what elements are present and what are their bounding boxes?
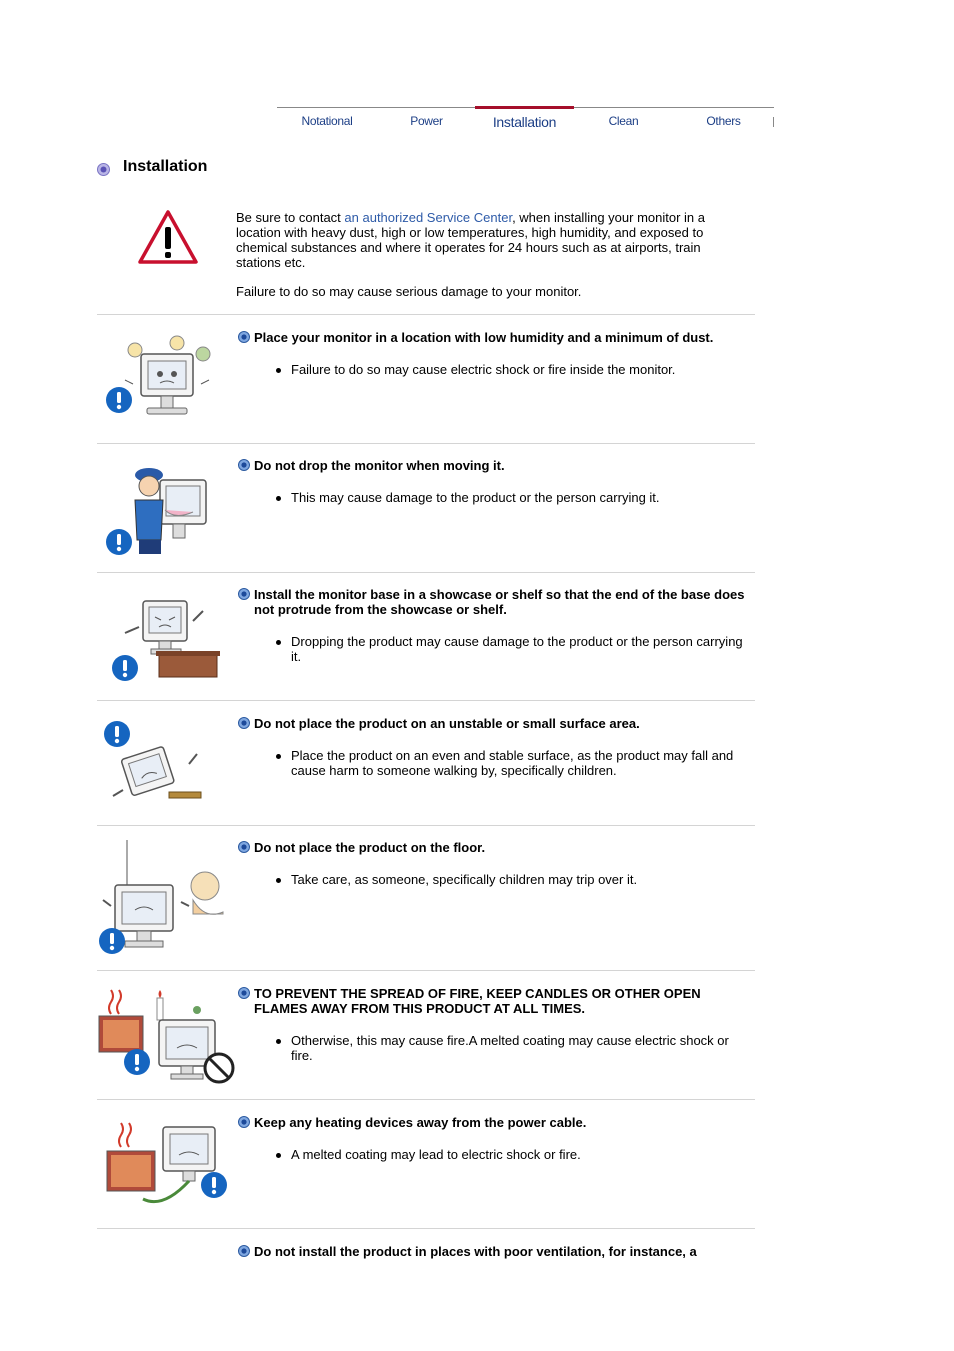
- section-heading-text: Do not install the product in places with poor ventilation, for instance, a: [254, 1244, 697, 1259]
- heading-bullet-icon: [238, 717, 250, 729]
- caution-icon: [99, 928, 125, 954]
- divider: [97, 572, 755, 573]
- section-heading: [238, 458, 755, 473]
- intro-note: Failure to do so may cause serious damage to your monitor.: [236, 284, 582, 299]
- section-unstable-surface: [97, 716, 755, 821]
- tab-installation[interactable]: Installation: [475, 106, 574, 135]
- section-humidity: [97, 330, 755, 440]
- list-item: Place the product on an even and stable surface, as the product may fall and cause harm to someone walking by, specifically children.: [274, 748, 754, 778]
- section-heading-text: Keep any heating devices away from the power cable.: [254, 1115, 587, 1130]
- list-item: This may cause damage to the product or the person carrying it.: [274, 490, 754, 505]
- divider: [97, 1099, 755, 1100]
- section-heading: [238, 1244, 755, 1259]
- tilting-monitor-illustration: [105, 744, 205, 806]
- section-heading: [238, 716, 755, 731]
- page-title: Installation: [123, 158, 208, 175]
- section-heading-text: Do not place the product on the floor.: [254, 840, 486, 855]
- divider: [97, 314, 755, 315]
- warning-triangle-icon: [137, 209, 199, 265]
- section-heading: [238, 1115, 755, 1130]
- caution-icon: [106, 387, 132, 413]
- section-bullets: [274, 872, 754, 887]
- list-item: Dropping the product may cause damage to the product or the person carrying it.: [274, 634, 754, 664]
- section-heading: [238, 330, 755, 345]
- caution-icon: [106, 529, 132, 555]
- list-item: Otherwise, this may cause fire.A melted coating may cause electric shock or fire.: [274, 1033, 754, 1063]
- heading-bullet-icon: [238, 588, 250, 600]
- section-bullets: [274, 362, 754, 377]
- section-open-flames: [97, 986, 755, 1096]
- list-item: Take care, as someone, specifically children may trip over it.: [274, 872, 754, 887]
- section-heating-devices: [97, 1115, 755, 1225]
- divider: [97, 825, 755, 826]
- section-heading-text: Install the monitor base in a showcase or shelf so that the end of the base does not protrude from the showcase or shelf.: [254, 587, 745, 617]
- divider: [97, 970, 755, 971]
- list-item: Failure to do so may cause electric shock or fire inside the monitor.: [274, 362, 754, 377]
- title-bullet-icon: [97, 163, 110, 176]
- caution-icon: [124, 1049, 150, 1075]
- tab-separator: [773, 117, 774, 127]
- list-item: A melted coating may lead to electric shock or fire.: [274, 1147, 754, 1162]
- heading-bullet-icon: [238, 331, 250, 343]
- section-heading-text: Place your monitor in a location with low humidity and a minimum of dust.: [254, 330, 714, 345]
- tab-clean[interactable]: Clean: [608, 114, 639, 128]
- service-center-link[interactable]: an authorized Service Center: [344, 210, 513, 225]
- section-bullets: [274, 748, 754, 778]
- intro-paragraph: [236, 210, 726, 270]
- prohibited-icon: [203, 1052, 235, 1084]
- intro-text: [236, 210, 726, 313]
- section-ventilation: [97, 1244, 755, 1274]
- section-bullets: [274, 1147, 754, 1162]
- section-drop: [97, 458, 755, 568]
- heading-bullet-icon: [238, 1245, 250, 1257]
- tab-power[interactable]: Power: [410, 114, 443, 128]
- section-heading-text: Do not place the product on an unstable or small surface area.: [254, 716, 640, 731]
- intro-text-end: , when installing your monitor in a location with heavy dust, high or low temperatures, high humidity, and exposed to chemical substances and where it operates for 24 hours such as at airports, train stations etc.: [236, 210, 705, 270]
- heading-bullet-icon: [238, 987, 250, 999]
- heading-bullet-icon: [238, 841, 250, 853]
- section-showcase: [97, 587, 755, 697]
- divider: [97, 1228, 755, 1229]
- section-heading-text: Do not drop the monitor when moving it.: [254, 458, 505, 473]
- section-heading: [238, 840, 755, 855]
- section-heading-text: TO PREVENT THE SPREAD OF FIRE, KEEP CANDLES OR OTHER OPEN FLAMES AWAY FROM THIS PRODUCT AT ALL TIMES.: [254, 986, 701, 1016]
- divider: [97, 443, 755, 444]
- caution-icon: [201, 1172, 227, 1198]
- section-bullets: [274, 490, 754, 505]
- heading-bullet-icon: [238, 1116, 250, 1128]
- section-heading: [238, 986, 755, 1016]
- heading-bullet-icon: [238, 459, 250, 471]
- section-heading: [238, 587, 755, 617]
- tab-notational[interactable]: Notational: [301, 114, 353, 128]
- tab-others[interactable]: Others: [706, 114, 741, 128]
- tab-bar: [277, 107, 774, 134]
- section-floor: [97, 840, 755, 965]
- divider: [97, 700, 755, 701]
- section-bullets: [274, 1033, 754, 1063]
- intro-text-start: Be sure to contact: [236, 210, 345, 225]
- caution-icon: [112, 655, 138, 681]
- monitor-dust-illustration: [105, 334, 225, 429]
- section-bullets: [274, 634, 754, 664]
